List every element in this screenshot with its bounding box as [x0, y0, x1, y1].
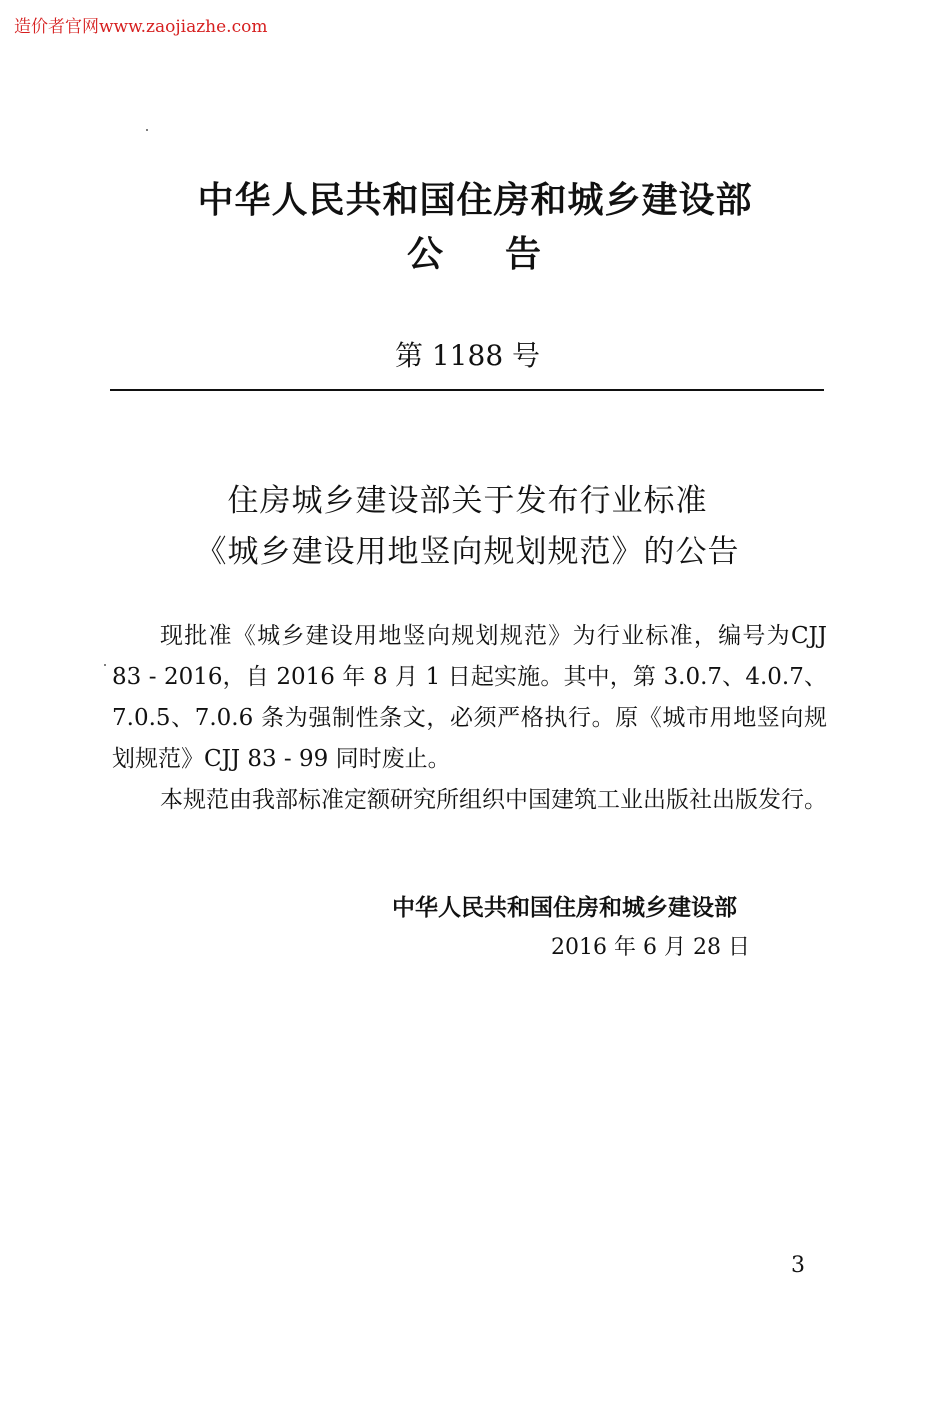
body-paragraph-1-text: 现批准《城乡建设用地竖向规划规范》为行业标准，编号为CJJ 83 - 2016，自 2016 年 8 月 1 日起实施。其中，第 3.0.7、4.0.7、7.0.5、7.0.6 条为强制性条文，必须严格执行。原《城市用地竖向规划规范》CJJ 83 - 99 同时废止。	[112, 623, 827, 772]
scan-speck	[104, 664, 106, 666]
page-number: 3	[791, 1253, 805, 1278]
signature-date: 2016 年 6 月 28 日	[551, 935, 750, 960]
notice-label-right: 告	[505, 234, 544, 275]
issuer-heading: 中华人民共和国住房和城乡建设部	[197, 180, 753, 221]
notice-label	[0, 226, 950, 277]
body-paragraph-1	[112, 616, 827, 780]
watermark-link: 造价者官网www.zaojiazhe.com	[14, 17, 268, 37]
notice-number: 第 1188 号	[394, 339, 541, 372]
document-title-line2: 《城乡建设用地竖向规划规范》的公告	[195, 534, 740, 570]
body-paragraph-2	[112, 780, 827, 821]
header-divider	[110, 389, 824, 391]
notice-label-left: 公	[406, 234, 445, 275]
document-title-line1: 住房城乡建设部关于发布行业标准	[227, 483, 708, 519]
body-paragraph-2-text: 本规范由我部标准定额研究所组织中国建筑工业出版社出版发行。	[160, 787, 827, 813]
signature-issuer: 中华人民共和国住房和城乡建设部	[392, 895, 737, 921]
scan-speck	[146, 129, 148, 131]
